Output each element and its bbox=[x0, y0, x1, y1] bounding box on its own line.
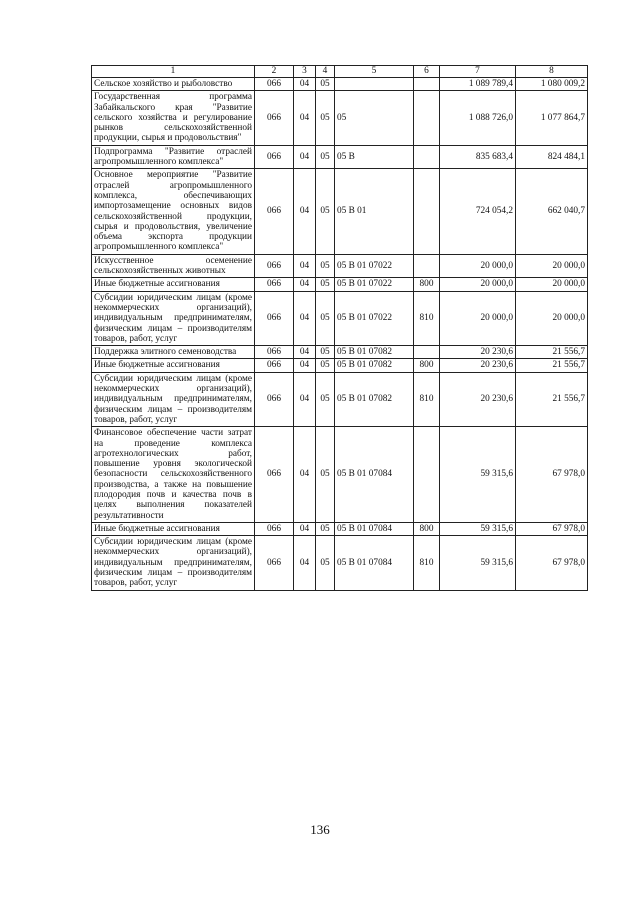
admin-code-cell: 066 bbox=[255, 372, 294, 426]
row-name-cell: Иные бюджетные ассигнования bbox=[92, 359, 255, 372]
admin-code-cell: 066 bbox=[255, 91, 294, 145]
table-body bbox=[92, 78, 588, 591]
amount-year2-cell: 824 484,1 bbox=[516, 145, 588, 169]
subsection-code-cell: 05 bbox=[316, 278, 335, 291]
row-name-cell: Иные бюджетные ассигнования bbox=[92, 278, 255, 291]
header-cell: 7 bbox=[440, 66, 516, 78]
admin-code-cell: 066 bbox=[255, 278, 294, 291]
table-row bbox=[92, 522, 588, 535]
amount-year1-cell: 59 315,6 bbox=[440, 522, 516, 535]
expense-type-cell: 810 bbox=[414, 291, 440, 345]
target-article-cell: 05 В 01 07084 bbox=[335, 536, 414, 590]
section-code-cell: 04 bbox=[294, 291, 316, 345]
expense-type-cell bbox=[414, 78, 440, 91]
amount-year1-cell: 59 315,6 bbox=[440, 427, 516, 523]
amount-year2-cell: 1 080 009,2 bbox=[516, 78, 588, 91]
row-name-cell: Субсидии юридическим лицам (кроме некоммерческих организаций), индивидуальным предпринимателям, физическим лицам – производителям товаров, работ, услуг bbox=[92, 372, 255, 426]
table-row bbox=[92, 291, 588, 345]
target-article-cell: 05 В 01 07084 bbox=[335, 427, 414, 523]
page-number: 136 bbox=[310, 822, 330, 837]
expense-type-cell: 800 bbox=[414, 359, 440, 372]
target-article-cell: 05 В 01 07082 bbox=[335, 359, 414, 372]
row-name-cell: Основное мероприятие "Развитие отраслей агропромышленного комплекса, обеспечивающих импортозамещение основных видов сельскохозяйственной продукции, сырья и продовольствия, увеличение объема экспорта продукции агропромышленного комплекса" bbox=[92, 169, 255, 254]
table-row bbox=[92, 346, 588, 359]
section-code-cell: 04 bbox=[294, 91, 316, 145]
target-article-cell: 05 В 01 07082 bbox=[335, 372, 414, 426]
table-row bbox=[92, 91, 588, 145]
row-name-cell: Финансовое обеспечение части затрат на проведение комплекса агротехнологических работ, повышение уровня экологической безопасности сельскохозяйственного производства, а также на повышение плодородия почв и качества почв в целях выполнения показателей результативности bbox=[92, 427, 255, 523]
table-row bbox=[92, 254, 588, 278]
amount-year2-cell: 20 000,0 bbox=[516, 254, 588, 278]
amount-year1-cell: 20 230,6 bbox=[440, 346, 516, 359]
admin-code-cell: 066 bbox=[255, 291, 294, 345]
table-row bbox=[92, 536, 588, 590]
expense-type-cell bbox=[414, 346, 440, 359]
target-article-cell: 05 В 01 07022 bbox=[335, 291, 414, 345]
subsection-code-cell: 05 bbox=[316, 536, 335, 590]
amount-year2-cell: 21 556,7 bbox=[516, 359, 588, 372]
row-name-cell: Подпрограмма "Развитие отраслей агропромышленного комплекса" bbox=[92, 145, 255, 169]
section-code-cell: 04 bbox=[294, 78, 316, 91]
amount-year2-cell: 20 000,0 bbox=[516, 278, 588, 291]
header-cell: 1 bbox=[92, 66, 255, 78]
table-row bbox=[92, 169, 588, 254]
subsection-code-cell: 05 bbox=[316, 291, 335, 345]
section-code-cell: 04 bbox=[294, 346, 316, 359]
amount-year1-cell: 835 683,4 bbox=[440, 145, 516, 169]
amount-year1-cell: 20 000,0 bbox=[440, 278, 516, 291]
admin-code-cell: 066 bbox=[255, 346, 294, 359]
table-row bbox=[92, 278, 588, 291]
row-name-cell: Поддержка элитного семеноводства bbox=[92, 346, 255, 359]
section-code-cell: 04 bbox=[294, 372, 316, 426]
admin-code-cell: 066 bbox=[255, 169, 294, 254]
section-code-cell: 04 bbox=[294, 427, 316, 523]
amount-year1-cell: 1 088 726,0 bbox=[440, 91, 516, 145]
table-row bbox=[92, 78, 588, 91]
subsection-code-cell: 05 bbox=[316, 91, 335, 145]
amount-year1-cell: 59 315,6 bbox=[440, 536, 516, 590]
amount-year1-cell: 20 230,6 bbox=[440, 372, 516, 426]
header-cell: 4 bbox=[316, 66, 335, 78]
admin-code-cell: 066 bbox=[255, 536, 294, 590]
target-article-cell: 05 bbox=[335, 91, 414, 145]
subsection-code-cell: 05 bbox=[316, 346, 335, 359]
subsection-code-cell: 05 bbox=[316, 427, 335, 523]
row-name-cell: Субсидии юридическим лицам (кроме некоммерческих организаций), индивидуальным предпринимателям, физическим лицам – производителям товаров, работ, услуг bbox=[92, 536, 255, 590]
subsection-code-cell: 05 bbox=[316, 359, 335, 372]
subsection-code-cell: 05 bbox=[316, 372, 335, 426]
header-cell: 6 bbox=[414, 66, 440, 78]
admin-code-cell: 066 bbox=[255, 359, 294, 372]
subsection-code-cell: 05 bbox=[316, 78, 335, 91]
amount-year1-cell: 20 000,0 bbox=[440, 254, 516, 278]
section-code-cell: 04 bbox=[294, 254, 316, 278]
table-header-row bbox=[92, 66, 588, 78]
amount-year2-cell: 1 077 864,7 bbox=[516, 91, 588, 145]
target-article-cell: 05 В 01 07022 bbox=[335, 278, 414, 291]
header-cell: 3 bbox=[294, 66, 316, 78]
header-cell: 8 bbox=[516, 66, 588, 78]
subsection-code-cell: 05 bbox=[316, 254, 335, 278]
expense-type-cell: 800 bbox=[414, 522, 440, 535]
row-name-cell: Иные бюджетные ассигнования bbox=[92, 522, 255, 535]
row-name-cell: Государственная программа Забайкальского края "Развитие сельского хозяйства и регулирование рынков сельскохозяйственной продукции, сырья и продовольствия" bbox=[92, 91, 255, 145]
admin-code-cell: 066 bbox=[255, 78, 294, 91]
target-article-cell: 05 В 01 07082 bbox=[335, 346, 414, 359]
table-row bbox=[92, 372, 588, 426]
expense-type-cell bbox=[414, 254, 440, 278]
target-article-cell: 05 В 01 07084 bbox=[335, 522, 414, 535]
target-article-cell: 05 В bbox=[335, 145, 414, 169]
subsection-code-cell: 05 bbox=[316, 169, 335, 254]
row-name-cell: Субсидии юридическим лицам (кроме некоммерческих организаций), индивидуальным предпринимателям, физическим лицам – производителям товаров, работ, услуг bbox=[92, 291, 255, 345]
amount-year2-cell: 21 556,7 bbox=[516, 372, 588, 426]
expense-type-cell bbox=[414, 427, 440, 523]
section-code-cell: 04 bbox=[294, 522, 316, 535]
header-cell: 2 bbox=[255, 66, 294, 78]
amount-year1-cell: 20 230,6 bbox=[440, 359, 516, 372]
amount-year2-cell: 662 040,7 bbox=[516, 169, 588, 254]
expense-type-cell bbox=[414, 169, 440, 254]
subsection-code-cell: 05 bbox=[316, 522, 335, 535]
admin-code-cell: 066 bbox=[255, 522, 294, 535]
amount-year1-cell: 1 089 789,4 bbox=[440, 78, 516, 91]
expense-type-cell bbox=[414, 145, 440, 169]
row-name-cell: Сельское хозяйство и рыболовство bbox=[92, 78, 255, 91]
target-article-cell bbox=[335, 78, 414, 91]
amount-year2-cell: 20 000,0 bbox=[516, 291, 588, 345]
budget-table bbox=[91, 65, 588, 591]
section-code-cell: 04 bbox=[294, 536, 316, 590]
target-article-cell: 05 В 01 07022 bbox=[335, 254, 414, 278]
amount-year2-cell: 21 556,7 bbox=[516, 346, 588, 359]
expense-type-cell bbox=[414, 91, 440, 145]
row-name-cell: Искусственное осеменение сельскохозяйственных животных bbox=[92, 254, 255, 278]
amount-year2-cell: 67 978,0 bbox=[516, 522, 588, 535]
table-row bbox=[92, 145, 588, 169]
amount-year2-cell: 67 978,0 bbox=[516, 427, 588, 523]
expense-type-cell: 800 bbox=[414, 278, 440, 291]
amount-year2-cell: 67 978,0 bbox=[516, 536, 588, 590]
section-code-cell: 04 bbox=[294, 359, 316, 372]
section-code-cell: 04 bbox=[294, 169, 316, 254]
expense-type-cell: 810 bbox=[414, 536, 440, 590]
admin-code-cell: 066 bbox=[255, 145, 294, 169]
table-row bbox=[92, 359, 588, 372]
header-cell: 5 bbox=[335, 66, 414, 78]
subsection-code-cell: 05 bbox=[316, 145, 335, 169]
expense-type-cell: 810 bbox=[414, 372, 440, 426]
admin-code-cell: 066 bbox=[255, 254, 294, 278]
admin-code-cell: 066 bbox=[255, 427, 294, 523]
amount-year1-cell: 724 054,2 bbox=[440, 169, 516, 254]
section-code-cell: 04 bbox=[294, 145, 316, 169]
section-code-cell: 04 bbox=[294, 278, 316, 291]
target-article-cell: 05 В 01 bbox=[335, 169, 414, 254]
table-row bbox=[92, 427, 588, 523]
amount-year1-cell: 20 000,0 bbox=[440, 291, 516, 345]
